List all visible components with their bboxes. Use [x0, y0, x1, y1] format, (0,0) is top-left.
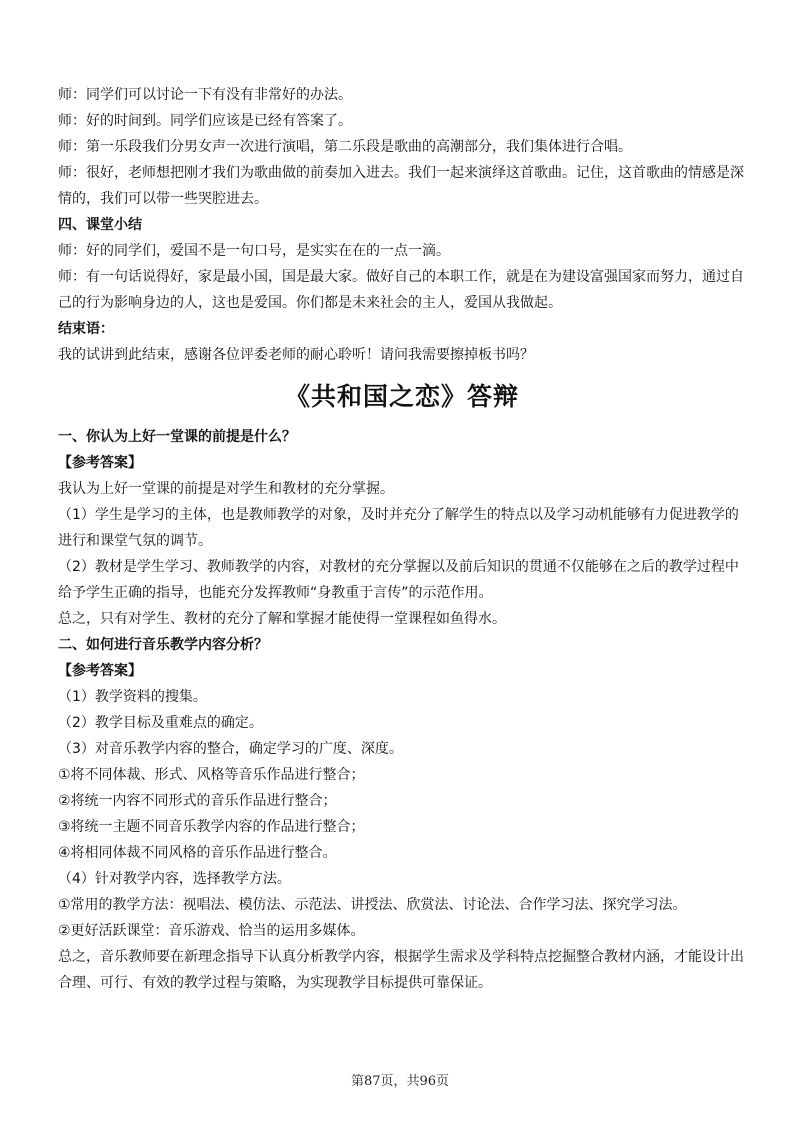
qa-paragraph: ④将相同体裁不同风格的音乐作品进行整合。 — [58, 845, 337, 861]
lesson-paragraph: 我的试讲到此结束，感谢各位评委老师的耐心聆听！请问我需要擦掉板书吗？ — [58, 347, 534, 363]
qa-heading: 一、你认为上好一堂课的前提是什么？ — [58, 429, 296, 445]
lesson-paragraph: 师：好的时间到。同学们应该是已经有答案了。 — [58, 113, 352, 129]
lesson-heading: 结束语： — [58, 321, 114, 337]
qa-paragraph: ③将统一主题不同音乐教学内容的作品进行整合； — [58, 819, 365, 835]
qa-paragraph: （4）针对教学内容，选择教学方法。 — [58, 871, 291, 887]
qa-heading: 【参考答案】 — [58, 455, 142, 471]
qa-paragraph: （1）学生是学习的主体，也是教师教学的对象，及时并充分了解学生的特点以及学习动机能够有力促进教学的进行和课堂气氛的调节。 — [58, 507, 739, 549]
lesson-paragraph: 师：好的同学们，爱国不是一句口号，是实实在在的一点一滴。 — [58, 243, 450, 259]
qa-paragraph: ①常用的教学方法：视唱法、模仿法、示范法、讲授法、欣赏法、讨论法、合作学习法、探究学习法。 — [58, 897, 687, 913]
lesson-paragraph: 师：有一句话说得好，家是最小国，国是最大家。做好自己的本职工作，就是在为建设富强国家而努力，通过自己的行为影响身边的人，这也是爱国。你们都是未来社会的主人，爱国从我做起。 — [58, 269, 744, 311]
defense-qa-section — [58, 424, 746, 996]
qa-paragraph: （2）教材是学生学习、教师教学的内容，对教材的充分掌握以及前后知识的贯通不仅能够在之后的教学过程中给予学生正确的指导，也能充分发挥教师“身教重于言传”的示范作用。 — [58, 559, 739, 601]
qa-paragraph: 我认为上好一堂课的前提是对学生和教材的充分掌握。 — [58, 481, 394, 497]
qa-paragraph: 总之，只有对学生、教材的充分了解和掌握才能使得一堂课程如鱼得水。 — [58, 611, 506, 627]
qa-paragraph: ②将统一内容不同形式的音乐作品进行整合； — [58, 793, 337, 809]
page-content — [58, 82, 746, 996]
qa-heading: 【参考答案】 — [58, 663, 142, 679]
qa-paragraph: （1）教学资料的搜集。 — [58, 689, 207, 705]
qa-paragraph: ①将不同体裁、形式、风格等音乐作品进行整合； — [58, 767, 365, 783]
qa-paragraph: 总之，音乐教师要在新理念指导下认真分析教学内容，根据学生需求及学科特点挖掘整合教材内涵，才能设计出合理、可行、有效的教学过程与策略，为实现教学目标提供可靠保证。 — [58, 949, 744, 991]
qa-paragraph: ②更好活跃课堂：音乐游戏、恰当的运用多媒体。 — [58, 923, 365, 939]
page-title: 《共和国之恋》答辩 — [284, 382, 519, 411]
lesson-paragraph: 师：很好，老师想把刚才我们为歌曲做的前奏加入进去。我们一起来演绎这首歌曲。记住，这首歌曲的情感是深情的，我们可以带一些哭腔进去。 — [58, 165, 744, 207]
lesson-paragraph: 师：同学们可以讨论一下有没有非常好的办法。 — [58, 87, 352, 103]
lesson-heading: 四、课堂小结 — [58, 217, 142, 233]
lesson-dialogue-section — [58, 82, 746, 368]
lesson-paragraph: 师：第一乐段我们分男女声一次进行演唱，第二乐段是歌曲的高潮部分，我们集体进行合唱。 — [58, 139, 632, 155]
qa-paragraph: （2）教学目标及重难点的确定。 — [58, 715, 263, 731]
qa-heading: 二、如何进行音乐教学内容分析？ — [58, 637, 268, 653]
page-number-footer: 第87页，共96页 — [350, 1074, 450, 1089]
qa-paragraph: （3）对音乐教学内容的整合，确定学习的广度、深度。 — [58, 741, 403, 757]
